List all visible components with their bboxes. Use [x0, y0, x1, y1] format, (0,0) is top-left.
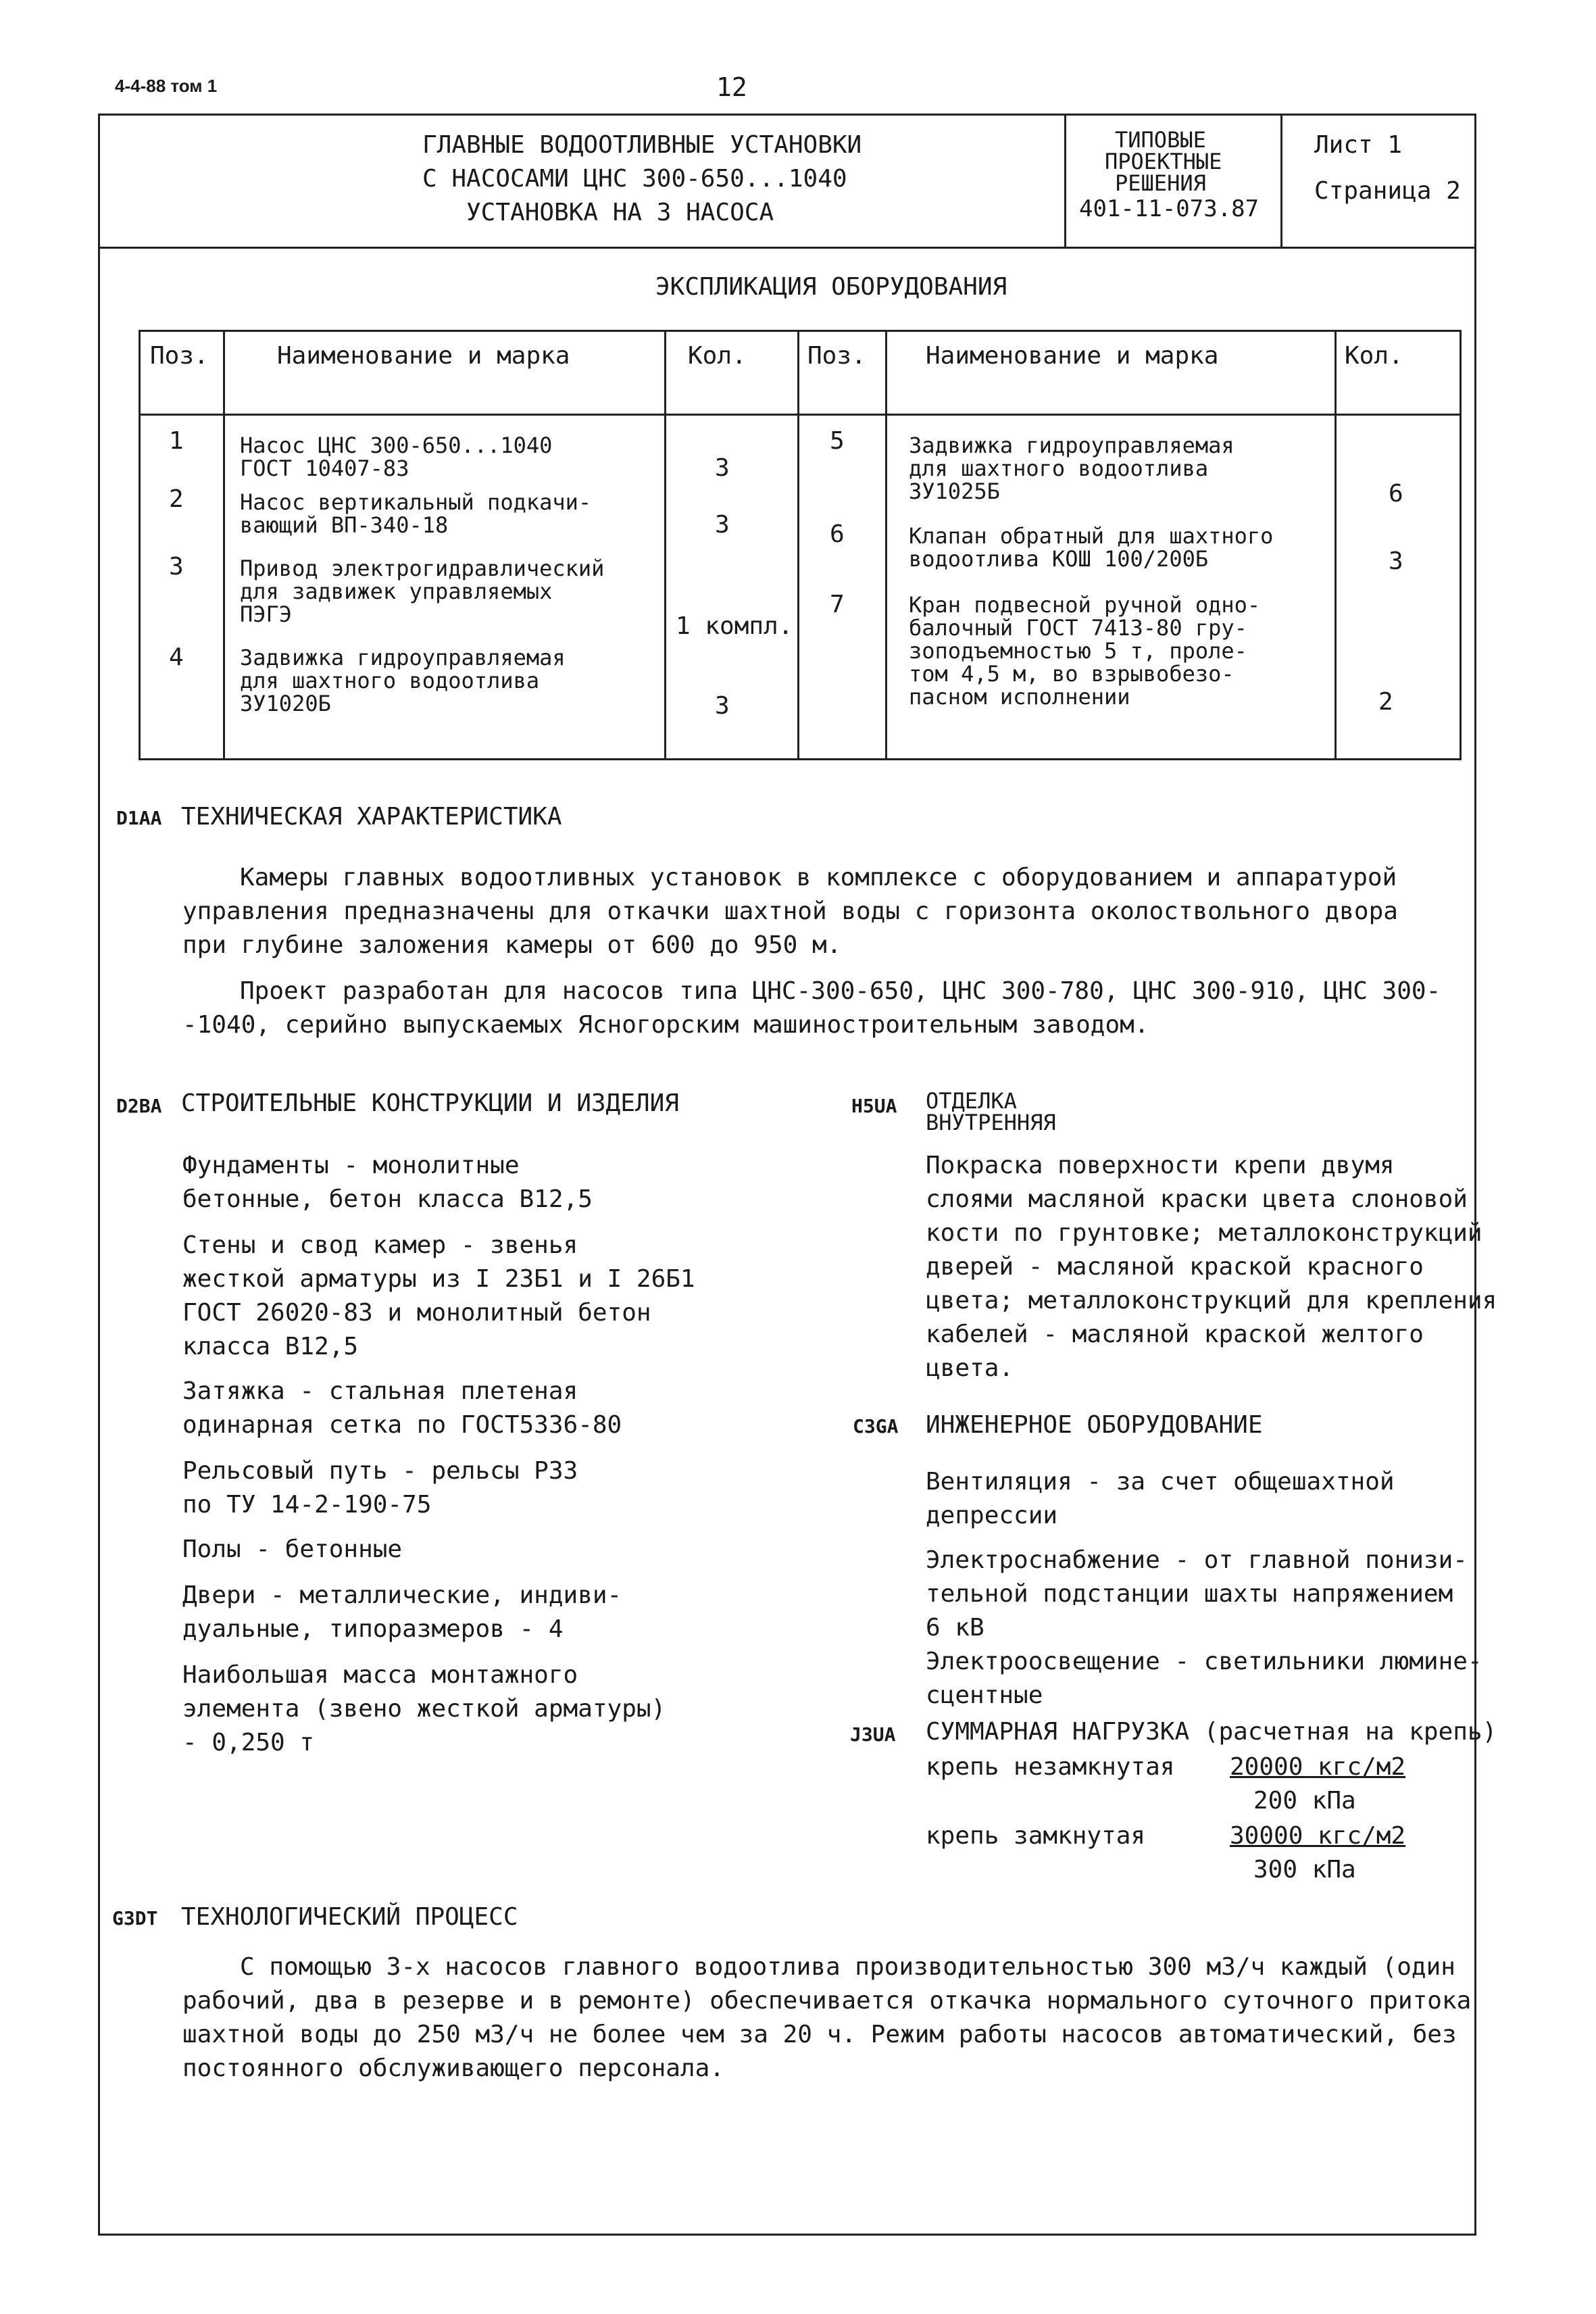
load-value: 30000 кгс/м2 — [1230, 1822, 1406, 1850]
row-pos: 1 — [169, 427, 184, 455]
row-name-line: ГОСТ 10407-83 — [240, 456, 409, 481]
row-qty: 3 — [715, 692, 730, 720]
row-name-line: ЗУ1020Б — [240, 691, 331, 716]
text-line: шахтной воды до 250 м3/ч не более чем за 20 ч. Режим работы насосов автоматический, без — [182, 2021, 1457, 2048]
text-line: элемента (звено жесткой арматуры) — [182, 1695, 666, 1723]
text-line: Фундаменты - монолитные — [182, 1152, 520, 1179]
row-qty: 3 — [1389, 547, 1403, 575]
text-line: Затяжка - стальная плетеная — [182, 1377, 578, 1405]
load-value-si: 200 кПа — [1253, 1787, 1356, 1815]
row-name-line: вающий ВП-340-18 — [240, 512, 449, 538]
header-divider — [98, 247, 1476, 249]
load-value: 20000 кгс/м2 — [1230, 1753, 1406, 1781]
text-line: бетонные, бетон класса В12,5 — [182, 1185, 593, 1213]
row-qty: 2 — [1378, 688, 1393, 716]
text-line: Покраска поверхности крепи двумя — [926, 1152, 1395, 1179]
text-line: дверей - масляной краской красного — [926, 1253, 1424, 1281]
section-title: СТРОИТЕЛЬНЫЕ КОНСТРУКЦИИ И ИЗДЕЛИЯ — [181, 1089, 679, 1117]
series-line: 401-11-073.87 — [1079, 195, 1260, 222]
text-line: депрессии — [926, 1502, 1058, 1529]
text-line: ГОСТ 26020-83 и монолитный бетон — [182, 1299, 651, 1327]
row-qty: 1 компл. — [676, 612, 793, 640]
page-label: Страница 2 — [1314, 177, 1461, 205]
col-header-qty: Кол. — [1345, 342, 1403, 370]
row-name-line: Насос вертикальный подкачи- — [240, 489, 592, 515]
explication-title: ЭКСПЛИКАЦИЯ ОБОРУДОВАНИЯ — [655, 273, 1007, 301]
text-line: рабочий, два в резерве и в ремонте) обеспечивается откачка нормального суточного притока — [182, 1987, 1472, 2015]
load-label: крепь замкнутая — [926, 1822, 1146, 1850]
text-line: слоями масляной краски цвета слоновой — [926, 1185, 1468, 1213]
row-name-line: для задвижек управляемых — [240, 578, 553, 604]
text-line: кости по грунтовке; металлоконструкций — [926, 1219, 1482, 1247]
text-line: кабелей - масляной краской желтого — [926, 1321, 1424, 1348]
row-name-line: Насос ЦНС 300-650...1040 — [240, 433, 553, 458]
text-line: класса В12,5 — [182, 1333, 359, 1360]
col-header-pos: Поз. — [807, 342, 866, 370]
section-title: ОТДЕЛКА — [926, 1088, 1017, 1114]
text-line: Полы - бетонные — [182, 1535, 403, 1563]
row-qty: 3 — [715, 511, 730, 539]
load-value-si: 300 кПа — [1253, 1856, 1356, 1884]
section-title: СУММАРНАЯ НАГРУЗКА (расчетная на крепь) — [926, 1718, 1497, 1746]
text-line: Стены и свод камер - звенья — [182, 1231, 578, 1259]
text-line: жесткой арматуры из I 23Б1 и I 26Б1 — [182, 1265, 695, 1293]
row-name-line: Привод электрогидравлический — [240, 556, 605, 581]
volume-label: 4-4-88 том 1 — [115, 76, 218, 96]
row-name-line: для шахтного водоотлива — [909, 456, 1209, 481]
header-title-line: ГЛАВНЫЕ ВОДООТЛИВНЫЕ УСТАНОВКИ — [422, 131, 862, 159]
row-name-line: ПЭГЭ — [240, 601, 293, 627]
col-header-pos: Поз. — [150, 342, 209, 370]
section-code: G3DT — [112, 1907, 158, 1929]
text-line: цвета. — [926, 1354, 1014, 1382]
row-name-line: для шахтного водоотлива — [240, 668, 540, 693]
row-name-line: пасном исполнении — [909, 684, 1130, 710]
text-line: тельной подстанции шахты напряжением — [926, 1580, 1453, 1608]
row-pos: 5 — [830, 427, 845, 455]
text-line: по ТУ 14-2-190-75 — [182, 1491, 432, 1519]
section-title: ТЕХНИЧЕСКАЯ ХАРАКТЕРИСТИКА — [181, 803, 562, 831]
section-code: D2BA — [116, 1095, 162, 1117]
row-pos: 2 — [169, 485, 184, 513]
text-line: сцентные — [926, 1681, 1043, 1709]
section-title: ВНУТРЕННЯЯ — [926, 1110, 1056, 1135]
load-label: крепь незамкнутая — [926, 1753, 1175, 1781]
text-line: Двери - металлические, индиви- — [182, 1581, 622, 1609]
col-header-qty: Кол. — [688, 342, 747, 370]
text-line: Вентиляция - за счет общешахтной — [926, 1468, 1395, 1496]
series-line: РЕШЕНИЯ — [1115, 170, 1206, 196]
text-line: одинарная сетка по ГОСТ5336-80 — [182, 1411, 622, 1439]
row-qty: 6 — [1389, 480, 1403, 508]
text-line: Рельсовый путь - рельсы Р33 — [182, 1457, 578, 1485]
text-line: - 0,250 т — [182, 1729, 315, 1756]
text-line: -1040, серийно выпускаемых Ясногорским машиностроительным заводом. — [182, 1011, 1149, 1039]
series-line: ПРОЕКТНЫЕ — [1105, 149, 1222, 174]
row-name-line: том 4,5 м, во взрывобезо- — [909, 661, 1235, 687]
header-title-line: УСТАНОВКА НА 3 НАСОСА — [466, 199, 774, 226]
section-title: ИНЖЕНЕРНОЕ ОБОРУДОВАНИЕ — [926, 1411, 1263, 1439]
row-pos: 3 — [169, 553, 184, 581]
header-separator-1 — [1064, 114, 1066, 249]
text-line: 6 кВ — [926, 1614, 984, 1642]
row-pos: 6 — [830, 520, 845, 548]
section-code: H5UA — [851, 1095, 897, 1117]
text-line: цвета; металлоконструкций для крепления — [926, 1287, 1497, 1314]
text-line: дуальные, типоразмеров - 4 — [182, 1615, 564, 1643]
text-line: Электроосвещение - светильники люмине- — [926, 1648, 1482, 1675]
text-line: Камеры главных водоотливных установок в комплексе с оборудованием и аппаратурой — [240, 864, 1397, 891]
row-name-line: Клапан обратный для шахтного — [909, 523, 1274, 549]
row-name-line: ЗУ1025Б — [909, 478, 1000, 504]
section-code: C3GA — [853, 1415, 899, 1437]
row-name-line: водоотлива КОШ 100/200Б — [909, 546, 1209, 572]
header-separator-2 — [1280, 114, 1282, 249]
text-line: управления предназначены для откачки шахтной воды с горизонта околоствольного двора — [182, 897, 1398, 925]
row-pos: 7 — [830, 591, 845, 618]
sheet-label: Лист 1 — [1314, 131, 1403, 159]
text-line: С помощью 3-х насосов главного водоотлива производительностью 300 м3/ч каждый (один — [240, 1953, 1455, 1981]
text-line: при глубине заложения камеры от 600 до 950 м. — [182, 931, 842, 959]
header-title-line: С НАСОСАМИ ЦНС 300-650...1040 — [422, 165, 847, 193]
row-name-line: Задвижка гидроуправляемая — [909, 433, 1235, 458]
row-name-line: зоподъемностью 5 т, проле- — [909, 638, 1247, 664]
col-header-name: Наименование и марка — [277, 342, 570, 370]
section-title: ТЕХНОЛОГИЧЕСКИЙ ПРОЦЕСС — [181, 1903, 518, 1931]
page-number: 12 — [716, 72, 747, 102]
row-pos: 4 — [169, 643, 184, 671]
row-qty: 3 — [715, 454, 730, 482]
text-line: Проект разработан для насосов типа ЦНС-300-650, ЦНС 300-780, ЦНС 300-910, ЦНС 300- — [240, 977, 1441, 1005]
row-name-line: Кран подвесной ручной одно- — [909, 592, 1261, 618]
text-line: Наибольшая масса монтажного — [182, 1661, 578, 1689]
text-line: постоянного обслуживающего персонала. — [182, 2054, 724, 2082]
section-code: J3UA — [850, 1723, 896, 1746]
col-header-name: Наименование и марка — [926, 342, 1219, 370]
row-name-line: балочный ГОСТ 7413-80 гру- — [909, 615, 1247, 641]
section-code: D1AA — [116, 807, 162, 829]
text-line: Электроснабжение - от главной понизи- — [926, 1546, 1468, 1574]
series-line: ТИПОВЫЕ — [1115, 127, 1206, 153]
row-name-line: Задвижка гидроуправляемая — [240, 645, 566, 670]
